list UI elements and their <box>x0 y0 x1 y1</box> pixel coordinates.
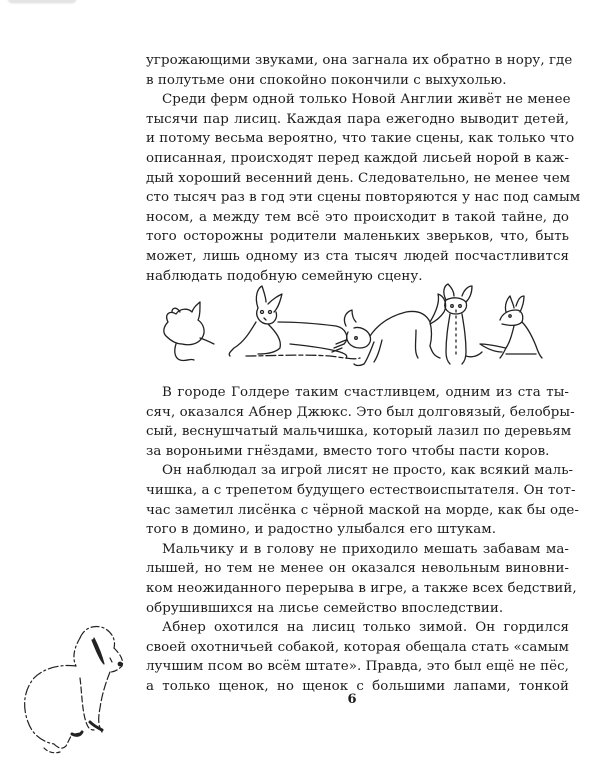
fox-cub-back-view-icon <box>164 302 214 361</box>
fox-cubs-playing-illustration <box>150 282 570 372</box>
page-number: 6 <box>347 692 357 707</box>
text-line: Среди ферм одной только Новой Англии живёт не менее <box>162 92 571 108</box>
text-line: ком неожиданного перерыва в игре, а также всех бедствий, <box>146 580 577 596</box>
top-tab-remnant <box>8 0 76 2</box>
text-line: в полутьме они спокойно покончили с выхухолью. <box>146 72 507 88</box>
text-line: того осторожны родители маленьких зверьков, что, быть <box>146 229 569 245</box>
text-line: сый, веснушчатый мальчишка, который лазил по деревьям <box>146 424 572 440</box>
fox-lying-icon <box>229 286 360 359</box>
text-line: Он наблюдал за игрой лисят не просто, как всякий маль- <box>162 463 574 479</box>
fox-sitting-side-icon <box>480 296 542 358</box>
text-line: дый хороший весенний день. Следовательно, не менее чем <box>146 170 571 186</box>
fox-sitting-front-icon <box>444 284 482 364</box>
text-line: обрушившихся на лисье семейство впоследствии. <box>146 600 504 616</box>
text-line: В городе Голдере таким счастливцем, одним из ста ты- <box>162 385 569 400</box>
text-line: сяч, оказался Абнер Джюкс. Это был долговязый, белобры- <box>146 404 575 420</box>
text-line: может, лишь одному из ста тысяч людей посчастливится <box>146 248 569 264</box>
text-line: лучшим псом во всём штате». Правда, это был ещё не пёс, <box>146 659 569 675</box>
text-line: того в домино, и радостно улыбался его штукам. <box>146 522 497 538</box>
text-line: носом, а между тем всё это происходит в такой тайне, до <box>146 209 569 225</box>
text-line: угрожающими звуками, она загнала их обратно в нору, где <box>146 53 573 68</box>
text-line: час заметил лисёнка с чёрной маской на морде, как бы оде- <box>146 502 579 518</box>
text-line: лышей, но тем не менее он оказался невольным виновни- <box>146 561 569 577</box>
text-line: а только щенок, но щенок с большими лапами, тонкой <box>146 678 569 694</box>
text-line: описанная, происходят перед каждой лисьей норой в каж- <box>146 150 569 166</box>
fox-bowing-icon <box>332 294 446 366</box>
text-line: Мальчику и в голову не приходило мешать забавам ма- <box>162 541 569 557</box>
text-line: чишка, а с трепетом будущего естествоиспытателя. Он тот- <box>146 482 576 498</box>
puppy-illustration <box>10 618 135 758</box>
text-block-top <box>146 51 581 286</box>
text-line: тысячи пар лисиц. Каждая пара ежегодно выводит детей, <box>146 111 569 127</box>
text-block-bottom <box>146 383 579 697</box>
text-line: наблюдать подобную семейную сцену. <box>146 268 423 284</box>
text-line: и потому весьма вероятно, что такие сцены, как только что <box>146 131 575 147</box>
text-line: за вороньими гнёздами, вместо того чтобы пасти коров. <box>146 443 550 459</box>
text-line: своей охотничьей собакой, которая обещала стать «самым <box>146 639 569 655</box>
text-line: Абнер охотился на лисиц только зимой. Он гордился <box>162 620 569 636</box>
text-line: сто тысяч раз в год эти сцены повторяются у нас под самым <box>146 190 581 206</box>
